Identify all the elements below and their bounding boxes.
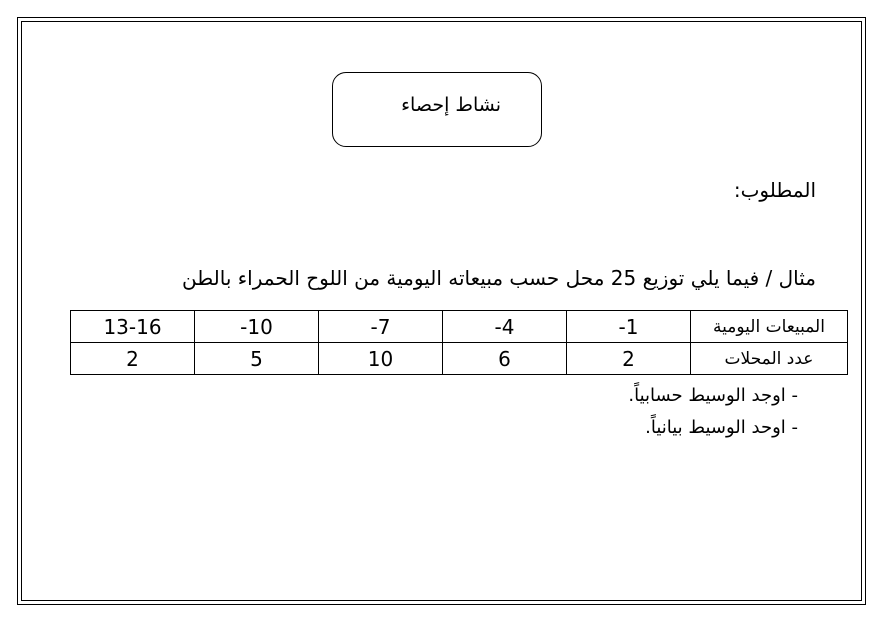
task-item: - اوحد الوسيط بيانياً.: [645, 417, 798, 438]
table-row-stores: [71, 343, 848, 375]
page-title: نشاط إحصاء: [401, 94, 501, 116]
count-cell: 6: [443, 343, 567, 375]
count-cell: 10: [319, 343, 443, 375]
count-cell: 2: [567, 343, 691, 375]
table-row-sales: [71, 311, 848, 343]
count-cell: 5: [195, 343, 319, 375]
class-cell: 7-: [319, 311, 443, 343]
class-cell: 4-: [443, 311, 567, 343]
class-cell: 13-16: [71, 311, 195, 343]
count-cell: 2: [71, 343, 195, 375]
class-cell: 10-: [195, 311, 319, 343]
task-list: [628, 380, 798, 444]
example-text: مثال / فيما يلي توزيع 25 محل حسب مبيعاته اليومية من اللوح الحمراء بالطن: [182, 266, 816, 290]
class-cell: 1-: [567, 311, 691, 343]
title-box: [332, 72, 542, 147]
required-label: المطلوب:: [733, 178, 816, 202]
task-item: - اوجد الوسيط حسابياً.: [628, 385, 798, 406]
row-header-daily-sales: المبيعات اليومية: [691, 311, 848, 343]
frequency-table: [70, 310, 848, 375]
row-header-store-count: عدد المحلات: [691, 343, 848, 375]
